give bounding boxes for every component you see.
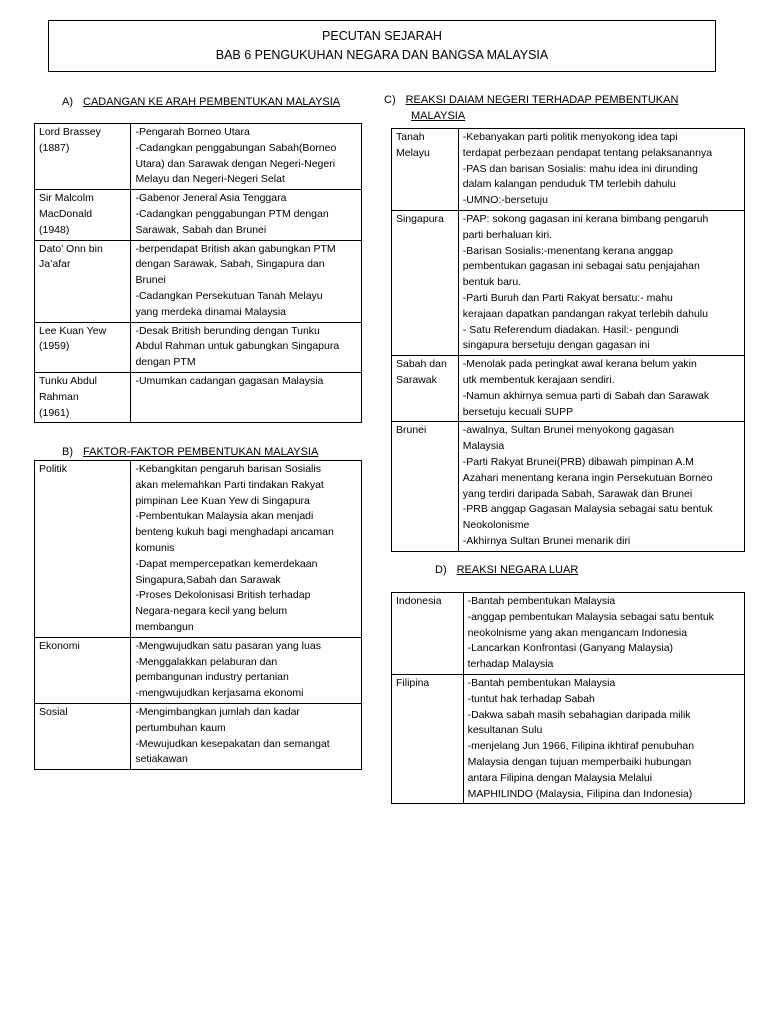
row-description-line: -mengwujudkan kerjasama ekonomi xyxy=(135,687,304,700)
row-description-line: -anggap pembentukan Malaysia sebagai satu bentuk xyxy=(467,610,714,623)
row-description-line: -Namun akhirnya semua parti di Sabah dan Sarawak xyxy=(462,389,710,402)
row-description-line: komunis xyxy=(135,541,175,554)
row-description-line: pertumbuhan kaum xyxy=(135,721,226,734)
table-row xyxy=(35,461,362,638)
row-label-cell xyxy=(35,637,131,703)
row-label-line: Singapura xyxy=(396,212,444,225)
section-c-title-line2: MALAYSIA xyxy=(411,110,466,122)
table-row xyxy=(392,674,745,803)
section-a-title: CADANGAN KE ARAH PEMBENTUKAN MALAYSIA xyxy=(83,96,341,108)
row-description-cell xyxy=(131,372,362,422)
row-description-line: kerajaan dapatkan pandangan rakyat terlebih dahulu xyxy=(462,307,708,320)
row-description-line: -Pembentukan Malaysia akan menjadi xyxy=(135,510,314,523)
row-description-cell xyxy=(458,129,744,211)
row-description-line: Brunei xyxy=(135,274,166,287)
row-label-cell xyxy=(35,124,131,190)
row-label-cell xyxy=(392,593,464,675)
row-description-cell xyxy=(458,356,744,422)
table-row xyxy=(392,422,745,551)
section-d-label: D) xyxy=(435,564,447,576)
row-label-cell xyxy=(392,356,459,422)
row-description-line: -Cadangkan penggabungan PTM dengan xyxy=(135,207,329,220)
row-description-line: Negara-negara kecil yang belum xyxy=(135,605,288,618)
row-description-line: terdapat perbezaan pendapat tentang pelaksanannya xyxy=(462,146,713,159)
row-description-line: -Desak British berunding dengan Tunku xyxy=(135,324,320,337)
row-description-line: terhadap Malaysia xyxy=(467,658,554,671)
row-label-line: Politik xyxy=(39,463,68,475)
row-description-line: Singapura,Sabah dan Sarawak xyxy=(135,573,281,586)
table-row xyxy=(35,372,362,422)
row-label-line: Ja’afar xyxy=(39,258,71,271)
row-description-line: -Bantah pembentukan Malaysia xyxy=(467,595,616,607)
table-row xyxy=(392,356,745,422)
row-description-line: -Umumkan cadangan gagasan Malaysia xyxy=(135,374,324,387)
section-c-title-line1: REAKSI DAIAM NEGERI TERHADAP PEMBENTUKAN xyxy=(405,94,679,106)
row-description-line: antara Filipina dengan Malaysia Melalui xyxy=(467,771,653,784)
row-description-line: Melayu dan Negeri-Negeri Selat xyxy=(135,173,285,186)
row-description-line: -Parti Buruh dan Parti Rakyat bersatu:- mahu xyxy=(462,291,673,304)
row-label-line: (1961) xyxy=(39,406,70,419)
row-description-line: -Bantah pembentukan Malaysia xyxy=(467,676,616,689)
row-description-line: singapura bersetuju dengan gagasan ini xyxy=(462,339,650,352)
row-description-line: -UMNO:-bersetuju xyxy=(462,194,548,207)
row-description-line: -Akhirnya Sultan Brunei menarik diri xyxy=(462,534,631,547)
row-description-line: - Satu Referendum diadakan. Hasil:- pengundi xyxy=(462,323,679,336)
row-description-line: -Kebanyakan parti politik menyokong idea tapi xyxy=(462,131,678,143)
row-description-line: -Menggalakkan pelaburan dan xyxy=(135,655,278,668)
row-description-line: pembentukan gagasan ini sebagai satu penjajahan xyxy=(462,260,700,273)
row-description-line: -berpendapat British akan gabungkan PTM xyxy=(135,242,336,255)
row-description-line: -awalnya, Sultan Brunei menyokong gagasan xyxy=(462,424,675,437)
row-label-cell xyxy=(392,129,459,211)
row-label-line: Sosial xyxy=(39,705,68,718)
table-row xyxy=(35,637,362,703)
row-description-cell xyxy=(463,593,744,675)
row-description-line: bersetuju kecuali SUPP xyxy=(462,405,574,418)
row-label-line: Brunei xyxy=(396,424,427,437)
row-description-line: -Barisan Sosialis:-menentang kerana anggap xyxy=(462,244,673,257)
section-a-heading xyxy=(62,94,340,110)
row-description-line: kesultanan Sulu xyxy=(467,724,543,737)
row-description-line: setiakawan xyxy=(135,753,188,766)
row-label-line: (1887) xyxy=(39,141,70,154)
row-label-cell xyxy=(392,674,464,803)
row-description-line: Azahari menentang kerana ingin Persekutuan Borneo xyxy=(462,471,713,484)
section-c-table xyxy=(391,128,745,552)
row-description-line: -Cadangkan Persekutuan Tanah Melayu xyxy=(135,289,323,302)
row-description-line: dalam kalangan penduduk TM terlebih dahulu xyxy=(462,178,676,191)
row-description-cell xyxy=(131,322,362,372)
section-c-heading xyxy=(384,92,678,124)
table-row xyxy=(35,190,362,240)
section-c-label: C) xyxy=(384,94,396,106)
row-description-cell xyxy=(131,124,362,190)
document-title-box xyxy=(48,20,716,72)
row-description-line: bentuk baru. xyxy=(462,276,522,289)
row-label-cell xyxy=(35,461,131,638)
section-d-heading xyxy=(435,562,578,578)
row-label-cell xyxy=(35,240,131,322)
section-d-table xyxy=(391,592,745,804)
document-subtitle: BAB 6 PENGUKUHAN NEGARA DAN BANGSA MALAYSIA xyxy=(215,48,549,62)
row-description-line: Sarawak, Sabah dan Brunei xyxy=(135,223,267,236)
row-label-cell xyxy=(35,190,131,240)
row-description-line: -PAP: sokong gagasan ini kerana bimbang pengaruh xyxy=(462,212,709,225)
row-label-cell xyxy=(35,372,131,422)
row-description-line: benteng kukuh bagi menghadapi ancaman xyxy=(135,526,334,539)
row-description-line: -tuntut hak terhadap Sabah xyxy=(467,692,595,705)
row-description-line: Utara) dan Sarawak dengan Negeri-Negeri xyxy=(135,157,336,170)
row-label-line: MacDonald xyxy=(39,207,93,220)
row-description-line: parti berhaluan kiri. xyxy=(462,228,553,241)
row-description-line: yang merdeka dinamai Malaysia xyxy=(135,305,287,318)
row-description-line: dengan PTM xyxy=(135,356,196,369)
row-label-line: Ekonomi xyxy=(39,639,80,652)
row-label-line: Lord Brassey xyxy=(39,126,101,138)
row-label-line: Indonesia xyxy=(396,595,442,607)
table-row xyxy=(392,210,745,355)
row-description-cell xyxy=(131,703,362,769)
row-description-cell xyxy=(131,461,362,638)
row-description-line: Malaysia dengan tujuan memperbaiki hubungan xyxy=(467,755,692,768)
row-label-line: (1948) xyxy=(39,223,70,236)
row-description-cell xyxy=(131,240,362,322)
row-label-cell xyxy=(35,322,131,372)
section-b-title: FAKTOR-FAKTOR PEMBENTUKAN MALAYSIA xyxy=(83,446,319,458)
row-description-line: -Parti Rakyat Brunei(PRB) dibawah pimpinan A.M xyxy=(462,455,694,468)
row-description-line: -PRB anggap Gagasan Malaysia sebagai satu bentuk xyxy=(462,503,713,516)
row-description-line: -Proses Dekolonisasi British terhadap xyxy=(135,589,311,602)
row-label-cell xyxy=(35,703,131,769)
row-description-line: pembangunan industry pertanian xyxy=(135,671,289,684)
row-description-line: -Dakwa sabah masih sebahagian daripada milik xyxy=(467,708,691,721)
section-d-title: REAKSI NEGARA LUAR xyxy=(456,564,579,576)
row-label-line: Filipina xyxy=(396,676,430,689)
row-description-line: -Mewujudkan kesepakatan dan semangat xyxy=(135,737,330,750)
row-description-line: -Cadangkan penggabungan Sabah(Borneo xyxy=(135,141,337,154)
row-description-line: -Lancarkan Konfrontasi (Ganyang Malaysia) xyxy=(467,642,674,655)
table-row xyxy=(35,703,362,769)
row-description-line: -Mengwujudkan satu pasaran yang luas xyxy=(135,639,321,652)
row-description-line: neokolnisme yang akan mengancam Indonesia xyxy=(467,626,688,639)
row-label-line: Sarawak xyxy=(396,373,437,386)
row-label-line: Melayu xyxy=(396,146,430,159)
row-description-line: membangun xyxy=(135,620,194,633)
row-description-line: -Menolak pada peringkat awal kerana belum yakin xyxy=(462,358,697,371)
row-label-line: Sabah dan xyxy=(396,358,447,371)
row-description-line: -Pengarah Borneo Utara xyxy=(135,126,250,138)
row-description-cell xyxy=(131,190,362,240)
table-row xyxy=(392,129,745,211)
row-label-line: Tunku Abdul xyxy=(39,374,97,387)
table-row xyxy=(392,593,745,675)
row-description-line: MAPHILINDO (Malaysia, Filipina dan Indonesia) xyxy=(467,787,693,800)
row-description-line: -Dapat mempercepatkan kemerdekaan xyxy=(135,557,318,570)
section-b-label: B) xyxy=(62,446,73,458)
row-description-line: -Kebangkitan pengaruh barisan Sosialis xyxy=(135,463,321,475)
row-description-line: dengan Sarawak, Sabah, Singapura dan xyxy=(135,258,325,271)
row-description-line: akan melemahkan Parti tindakan Rakyat xyxy=(135,478,324,491)
row-label-cell xyxy=(392,422,459,551)
row-description-cell xyxy=(463,674,744,803)
table-row xyxy=(35,322,362,372)
row-description-line: Abdul Rahman untuk gabungkan Singapura xyxy=(135,340,340,353)
row-description-line: -Gabenor Jeneral Asia Tenggara xyxy=(135,192,287,205)
row-description-line: -menjelang Jun 1966, Filipina ikhtiraf penubuhan xyxy=(467,740,695,753)
row-description-line: yang terdiri daripada Sabah, Sarawak dan Brunei xyxy=(462,487,693,500)
row-description-cell xyxy=(458,210,744,355)
row-label-line: Tanah xyxy=(396,131,425,143)
row-label-line: Lee Kuan Yew xyxy=(39,324,107,337)
row-label-line: Dato’ Onn bin xyxy=(39,242,103,255)
row-description-line: Neokolonisme xyxy=(462,519,530,532)
row-description-line: -PAS dan barisan Sosialis: mahu idea ini dirunding xyxy=(462,162,698,175)
section-a-table xyxy=(34,123,362,423)
row-description-cell xyxy=(131,637,362,703)
row-label-line: Rahman xyxy=(39,390,79,403)
table-row xyxy=(35,240,362,322)
document-title: PECUTAN SEJARAH xyxy=(322,29,442,43)
table-row xyxy=(35,124,362,190)
row-description-line: utk membentuk kerajaan sendiri. xyxy=(462,373,615,386)
row-label-line: (1959) xyxy=(39,340,70,353)
section-b-table xyxy=(34,460,362,770)
row-description-line: -Mengimbangkan jumlah dan kadar xyxy=(135,705,300,718)
row-description-cell xyxy=(458,422,744,551)
section-a-label: A) xyxy=(62,96,73,108)
row-description-line: Malaysia xyxy=(462,440,505,453)
section-b-heading xyxy=(62,444,318,460)
row-label-line: Sir Malcolm xyxy=(39,192,94,205)
row-description-line: pimpinan Lee Kuan Yew di Singapura xyxy=(135,494,310,507)
row-label-cell xyxy=(392,210,459,355)
